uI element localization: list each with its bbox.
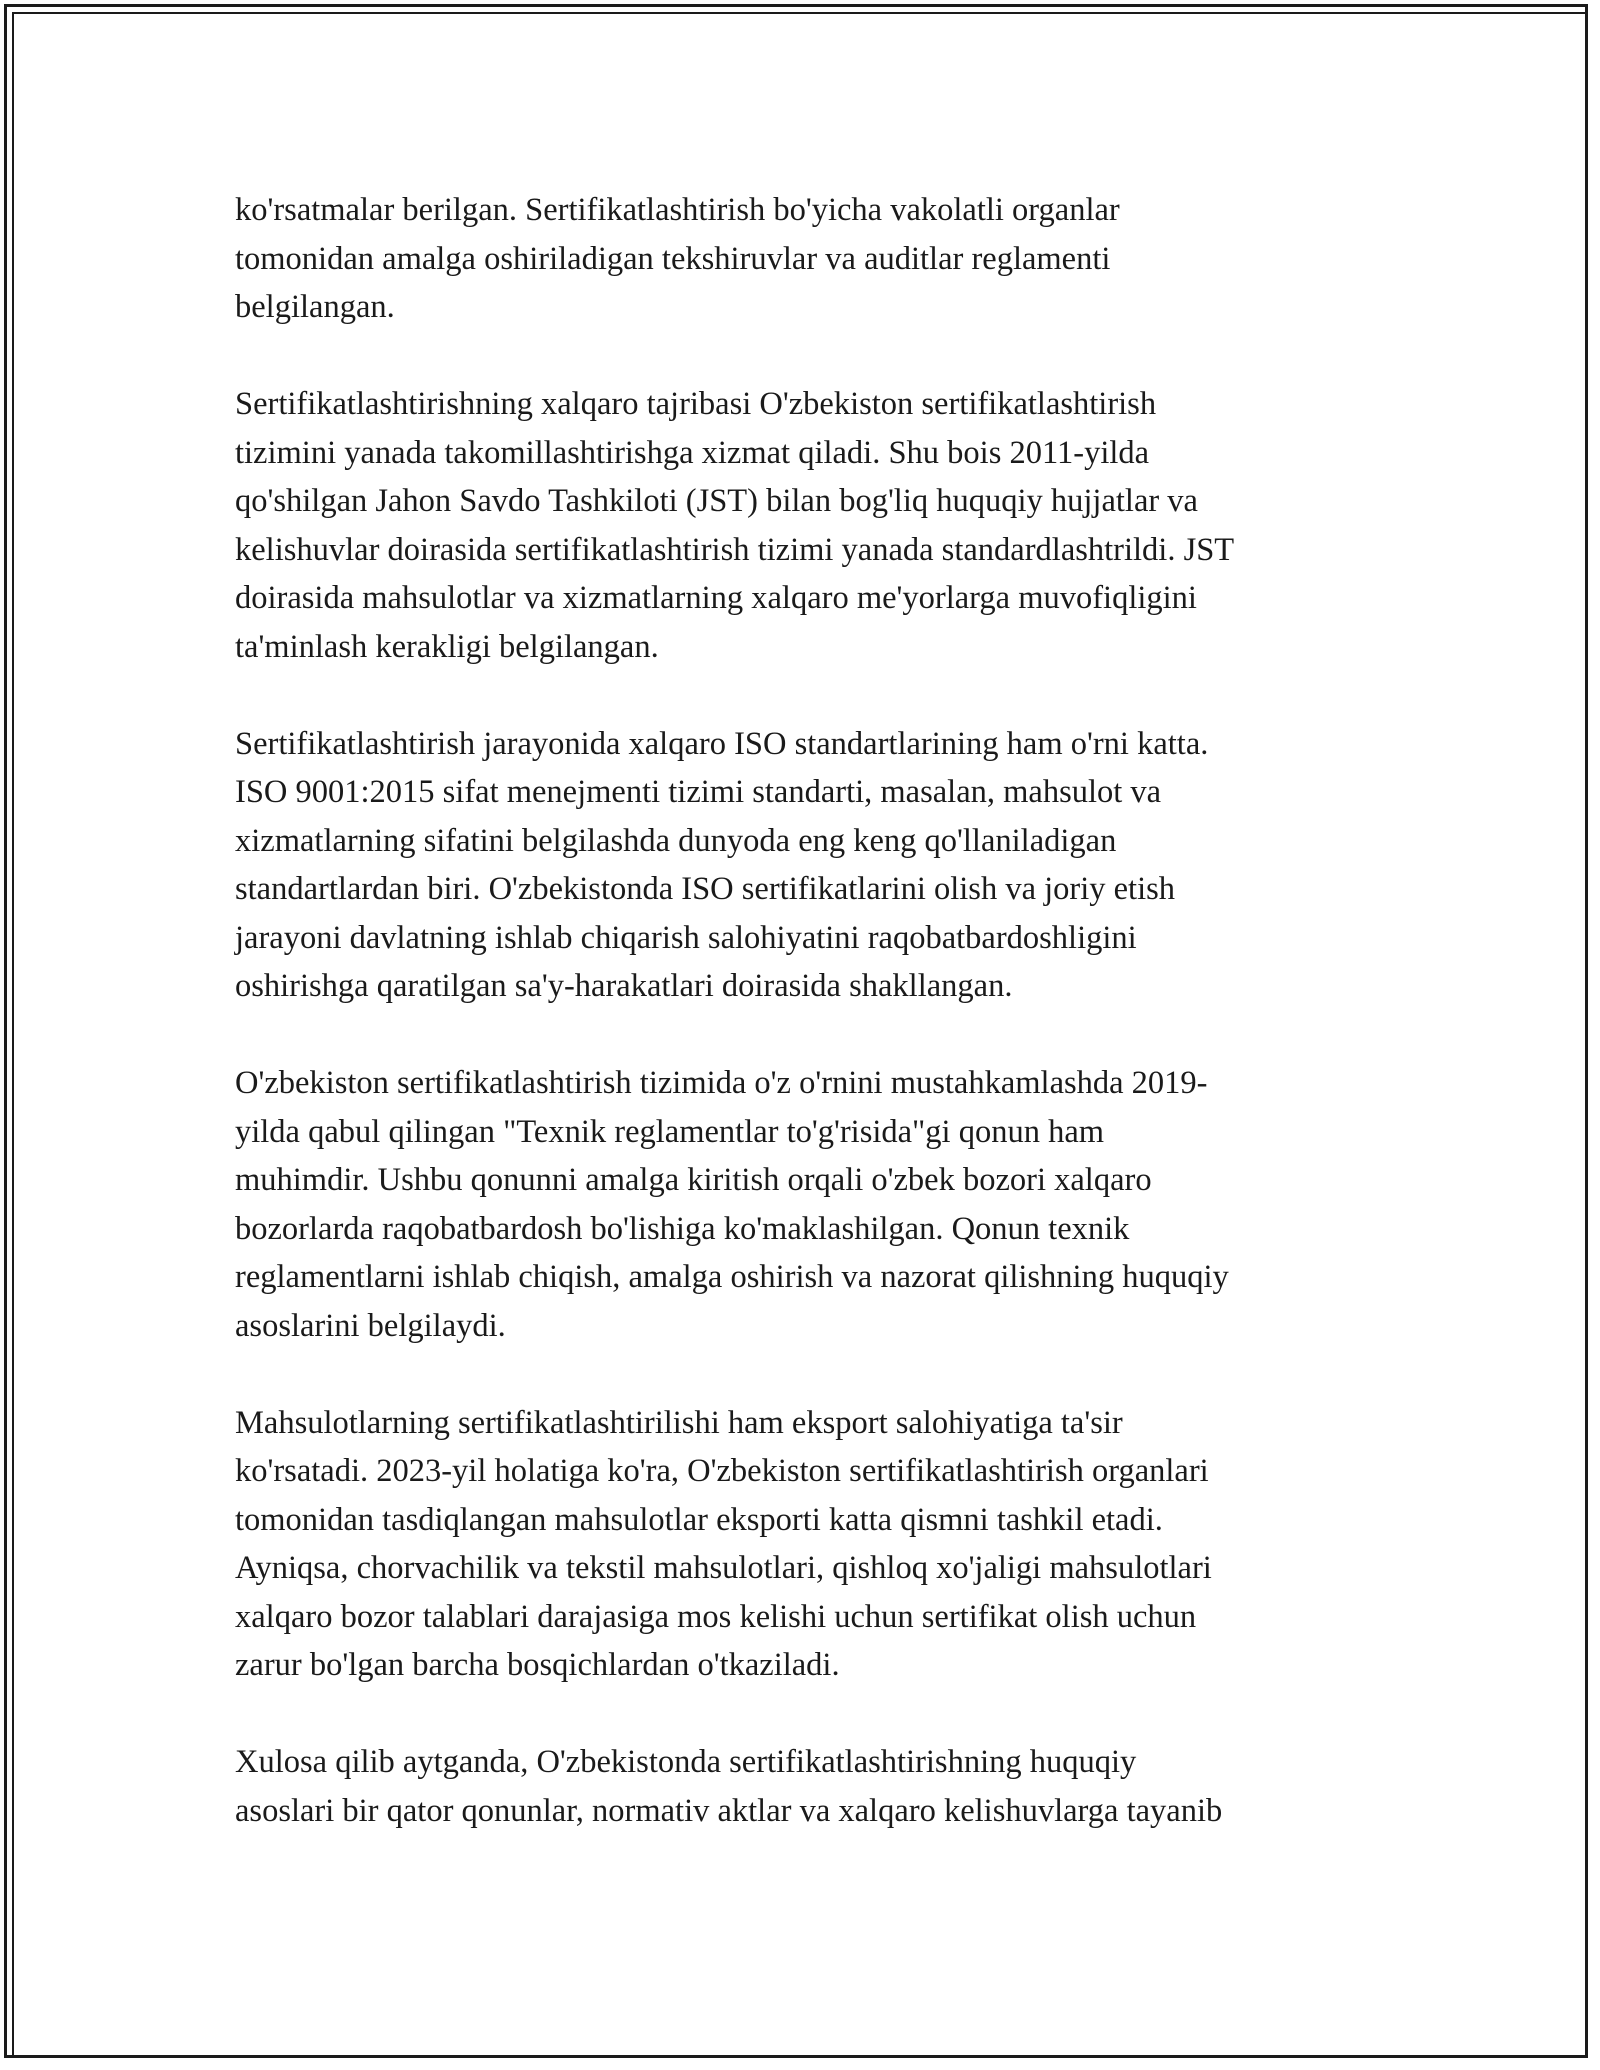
paragraph-1 (235, 186, 1375, 332)
paragraph-4 (235, 1059, 1375, 1350)
text-line: xizmatlarning sifatini belgilashda dunyoda eng keng qo'llaniladigan (235, 822, 1117, 859)
text-line: tomonidan amalga oshiriladigan tekshiruvlar va auditlar reglamenti (235, 240, 1111, 277)
text-line: kelishuvlar doirasida sertifikatlashtirish tizimi yanada standardlashtrildi. JST (235, 531, 1235, 568)
text-line: ISO 9001:2015 sifat menejmenti tizimi standarti, masalan, mahsulot va (235, 774, 1162, 810)
text-line: jarayoni davlatning ishlab chiqarish salohiyatini raqobatbardoshligini (235, 919, 1137, 956)
text-line: Ayniqsa, chorvachilik va tekstil mahsulotlari, qishloq xo'jaligi mahsulotlari (235, 1550, 1212, 1586)
text-line: ko'rsatadi. 2023-yil holatiga ko'ra, O'zbekiston sertifikatlashtirish organlari (235, 1453, 1209, 1489)
text-line: belgilangan. (235, 289, 395, 325)
text-line: standartlardan biri. O'zbekistonda ISO sertifikatlarini olish va joriy etish (235, 871, 1176, 907)
paragraph-2 (235, 380, 1375, 671)
text-line: bozorlarda raqobatbardosh bo'lishiga ko'maklashilgan. Qonun texnik (235, 1210, 1130, 1247)
text-line: reglamentlarni ishlab chiqish, amalga oshirish va nazorat qilishning huquqiy (235, 1259, 1229, 1295)
text-line: Sertifikatlashtirishning xalqaro tajribasi O'zbekiston sertifikatlashtirish (235, 386, 1157, 422)
paragraph-5 (235, 1399, 1375, 1690)
text-line: yilda qabul qilingan "Texnik reglamentlar to'g'risida"gi qonun ham (235, 1113, 1105, 1150)
text-line: muhimdir. Ushbu qonunni amalga kiritish orqali o'zbek bozori xalqaro (235, 1162, 1152, 1198)
text-line: doirasida mahsulotlar va xizmatlarning xalqaro me'yorlarga muvofiqligini (235, 580, 1197, 616)
text-line: ta'minlash kerakligi belgilangan. (235, 628, 659, 665)
text-line: Sertifikatlashtirish jarayonida xalqaro ISO standartlarining ham o'rni katta. (235, 725, 1209, 762)
text-line: asoslari bir qator qonunlar, normativ aktlar va xalqaro kelishuvlarga tayanib (235, 1792, 1223, 1829)
text-line: Xulosa qilib aytganda, O'zbekistonda sertifikatlashtirishning huquqiy (235, 1744, 1137, 1780)
text-line: qo'shilgan Jahon Savdo Tashkiloti (JST) bilan bog'liq huquqiy hujjatlar va (235, 483, 1198, 519)
document-body (235, 186, 1375, 1884)
text-line: ko'rsatmalar berilgan. Sertifikatlashtirish bo'yicha vakolatli organlar (235, 192, 1120, 228)
text-line: Mahsulotlarning sertifikatlashtirilishi ham eksport salohiyatiga ta'sir (235, 1404, 1123, 1441)
text-line: tizimini yanada takomillashtirishga xizmat qiladi. Shu bois 2011-yilda (235, 434, 1150, 471)
text-line: oshirishga qaratilgan sa'y-harakatlari doirasida shakllangan. (235, 968, 1013, 1004)
text-line: tomonidan tasdiqlangan mahsulotlar eksporti katta qismni tashkil etadi. (235, 1501, 1163, 1538)
text-line: xalqaro bozor talablari darajasiga mos kelishi uchun sertifikat olish uchun (235, 1598, 1197, 1635)
text-line: zarur bo'lgan barcha bosqichlardan o'tkaziladi. (235, 1647, 840, 1683)
text-line: asoslarini belgilaydi. (235, 1307, 506, 1344)
paragraph-3 (235, 720, 1375, 1011)
paragraph-6 (235, 1738, 1375, 1835)
text-line: O'zbekiston sertifikatlashtirish tizimida o'z o'rnini mustahkamlashda 2019- (235, 1065, 1208, 1101)
